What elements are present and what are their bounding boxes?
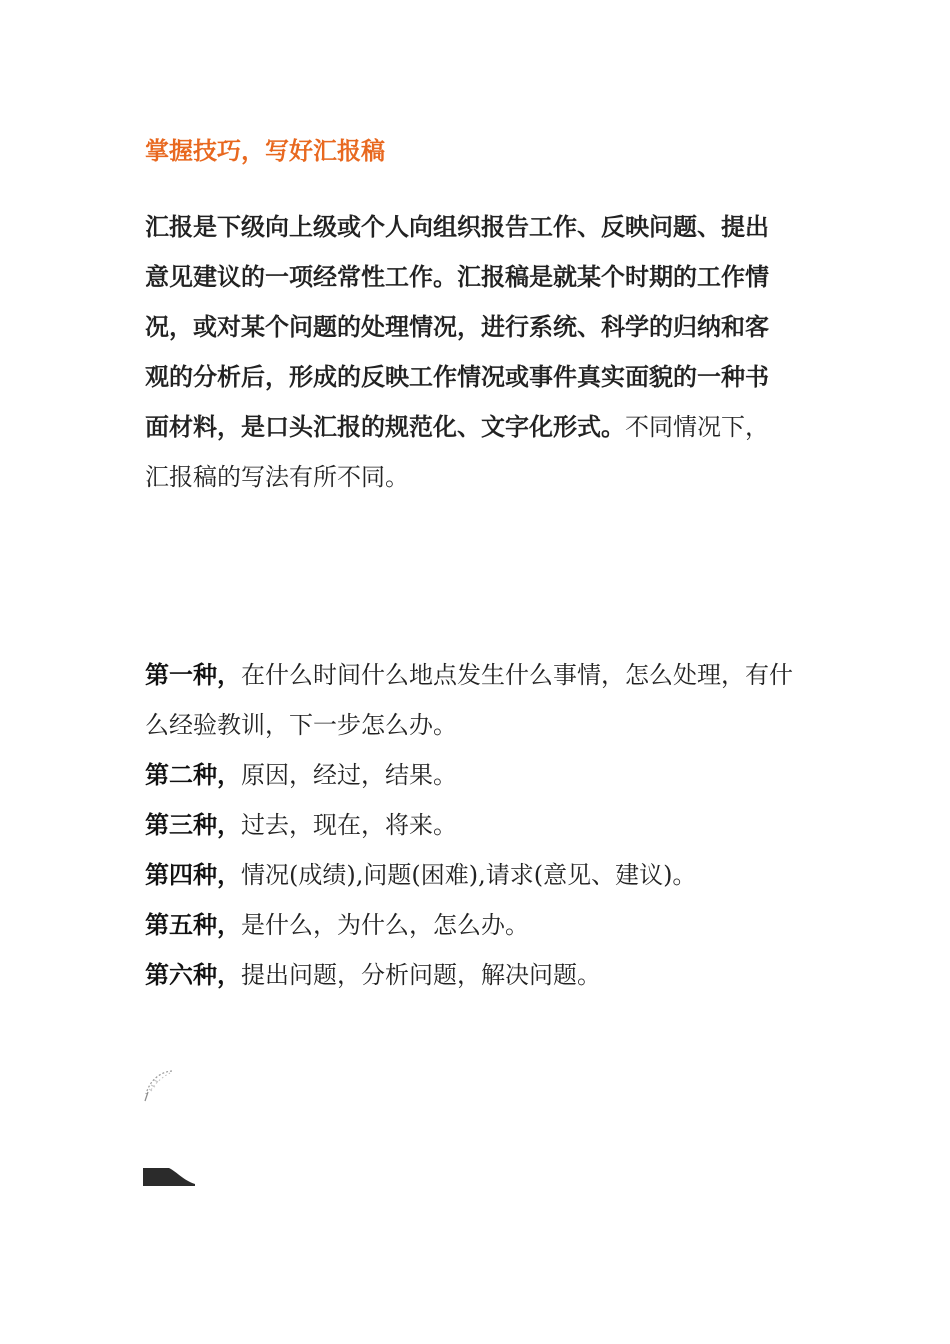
dark-corner-shape	[143, 1168, 195, 1186]
report-types-list	[145, 650, 795, 1000]
type-label: 第四种，	[145, 861, 241, 889]
list-item	[145, 850, 795, 900]
type-text: 过去，现在，将来。	[241, 811, 457, 839]
type-text: 原因，经过，结果。	[241, 761, 457, 789]
list-item	[145, 800, 795, 850]
intro-normal-text: 不同情况下，汇报稿的写法有所不同。	[145, 413, 769, 491]
page-title: 掌握技巧，写好汇报稿	[145, 137, 385, 165]
intro-paragraph	[145, 202, 790, 502]
type-label: 第一种，	[145, 661, 241, 689]
type-label: 第二种，	[145, 761, 241, 789]
type-text: 情况(成绩),问题(困难),请求(意见、建议)。	[241, 861, 697, 889]
type-text: 在什么时间什么地点发生什么事情，怎么处理，有什么经验教训，下一步怎么办。	[145, 661, 793, 739]
feather-icon	[142, 1068, 176, 1104]
list-item	[145, 750, 795, 800]
type-text: 是什么，为什么，怎么办。	[241, 911, 529, 939]
type-label: 第六种，	[145, 961, 241, 989]
type-label: 第三种，	[145, 811, 241, 839]
list-item	[145, 900, 795, 950]
list-item	[145, 650, 795, 750]
type-label: 第五种，	[145, 911, 241, 939]
intro-bold-text: 汇报是下级向上级或个人向组织报告工作、反映问题、提出意见建议的一项经常性工作。汇报稿是就某个时期的工作情况，或对某个问题的处理情况，进行系统、科学的归纳和客观的分析后，形成的反映工作情况或事件真实面貌的一种书面材料，是口头汇报的规范化、文字化形式。	[145, 213, 769, 441]
type-text: 提出问题，分析问题，解决问题。	[241, 961, 601, 989]
list-item	[145, 950, 795, 1000]
